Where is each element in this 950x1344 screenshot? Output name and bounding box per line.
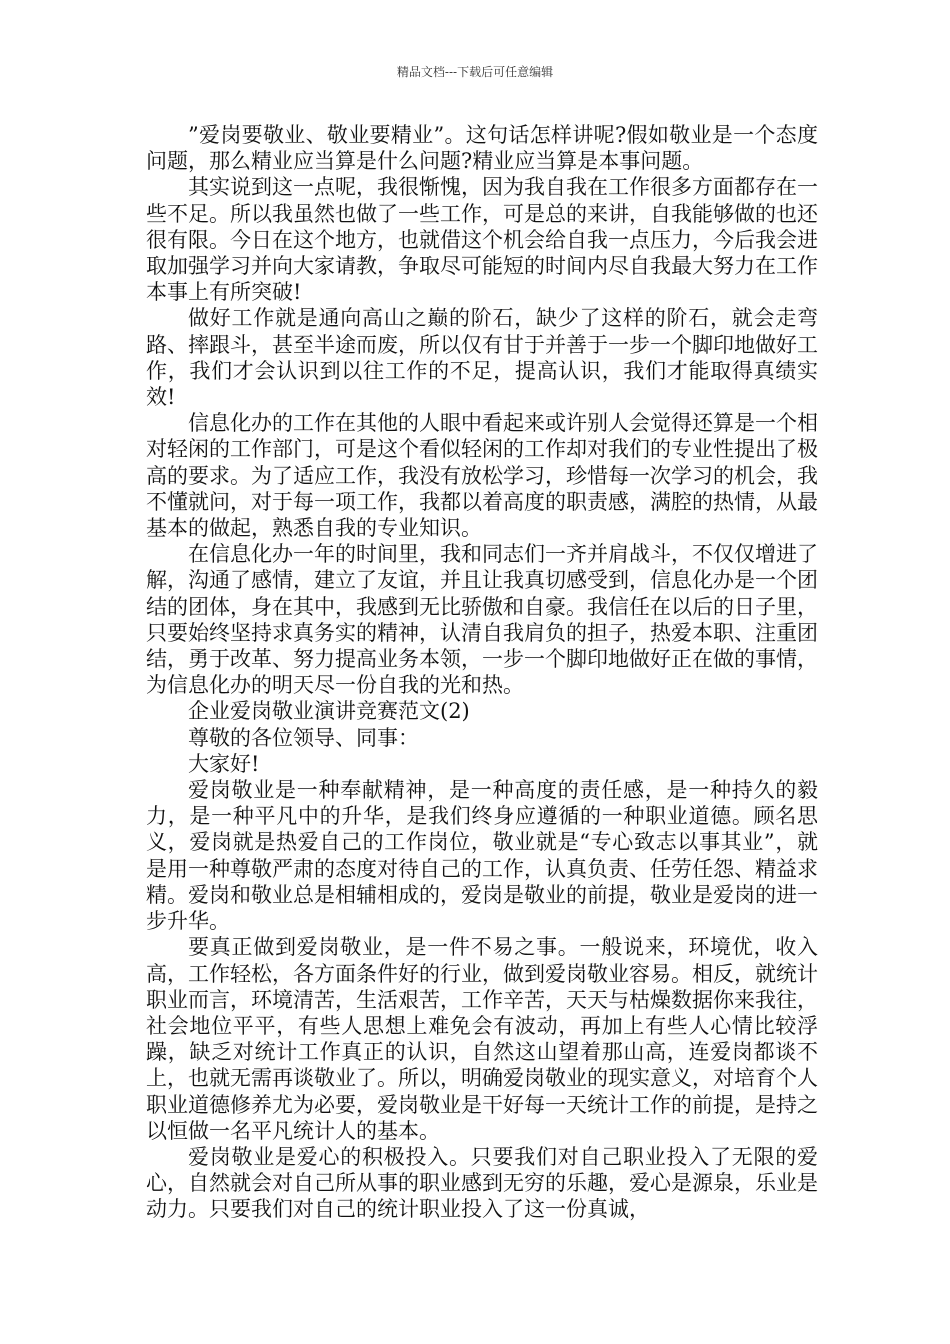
paragraph: 其实说到这一点呢，我很惭愧，因为我自我在工作很多方面都存在一些不足。所以我虽然也做了一些工作，可是总的来讲，自我能够做的也还很有限。今日在这个地方，也就借这个机会给自我一点压力，今后我会进取加强学习并向大家请教，争取尽可能短的时间内尽自我最大努力在工作本事上有所突破! [146, 175, 818, 305]
paragraph: 信息化办的工作在其他的人眼中看起来或许别人会觉得还算是一个相对轻闲的工作部门，可是这个看似轻闲的工作却对我们的专业性提出了极高的要求。为了适应工作，我没有放松学习，珍惜每一次学习的机会，我不懂就问，对于每一项工作，我都以着高度的职责感，满腔的热情，从最基本的做起，熟悉自我的专业知识。 [146, 411, 818, 541]
paragraph: 爱岗敬业是爱心的积极投入。只要我们对自己职业投入了无限的爱心，自然就会对自己所从事的职业感到无穷的乐趣，爱心是源泉，乐业是动力。只要我们对自己的统计职业投入了这一份真诚， [146, 1144, 818, 1222]
greeting: 大家好! [188, 751, 260, 776]
paragraph: 在信息化办一年的时间里，我和同志们一齐并肩战斗，不仅仅增进了解，沟通了感情，建立了友谊，并且让我真切感受到，信息化办是一个团结的团体，身在其中，我感到无比骄傲和自豪。我信任在以后的日子里，只要始终坚持求真务实的精神，认清自我肩负的担子，热爱本职、注重团结，勇于改革、努力提高业务本领，一步一个脚印地做好正在做的事情，为信息化办的明天尽一份自我的光和热。 [146, 542, 818, 698]
paragraph: 做好工作就是通向高山之巅的阶石，缺少了这样的阶石，就会走弯路、摔跟斗，甚至半途而废，所以仅有甘于并善于一步一个脚印地做好工作，我们才会认识到以往工作的不足，提高认识，我们才能取得真绩实效! [146, 306, 818, 410]
paragraph: ”爱岗要敬业、敬业要精业”。这句话怎样讲呢?假如敬业是一个态度问题，那么精业应当算是什么问题?精业应当算是本事问题。 [146, 123, 818, 174]
paragraph: 爱岗敬业是一种奉献精神，是一种高度的责任感，是一种持久的毅力，是一种平凡中的升华，是我们终身应遵循的一种职业道德。顾名思义，爱岗就是热爱自己的工作岗位，敬业就是“专心致志以事其业”，就是用一种尊敬严肃的态度对待自己的工作，认真负责、任劳任怨、精益求精。爱岗和敬业总是相辅相成的，爱岗是敬业的前提，敬业是爱岗的进一步升华。 [146, 778, 818, 934]
page-header: 精品文档---下载后可任意编辑 [396, 65, 554, 79]
section-title: 企业爱岗敬业演讲竞赛范文(2) [188, 699, 470, 724]
document-body [146, 122, 818, 1223]
paragraph: 要真正做到爱岗敬业，是一件不易之事。一般说来，环境优，收入高，工作轻松，各方面条件好的行业，做到爱岗敬业容易。相反，就统计职业而言，环境清苦，生活艰苦，工作辛苦，天天与枯燥数据你来我往，社会地位平平，有些人思想上难免会有波动，再加上有些人心情比较浮躁，缺乏对统计工作真正的认识，自然这山望着那山高，连爱岗都谈不上，也就无需再谈敬业了。所以，明确爱岗敬业的现实意义，对培育个人职业道德修养尤为必要，爱岗敬业是干好每一天统计工作的前提，是持之以恒做一名平凡统计人的基本。 [146, 935, 818, 1143]
salutation: 尊敬的各位领导、同事： [188, 725, 419, 750]
